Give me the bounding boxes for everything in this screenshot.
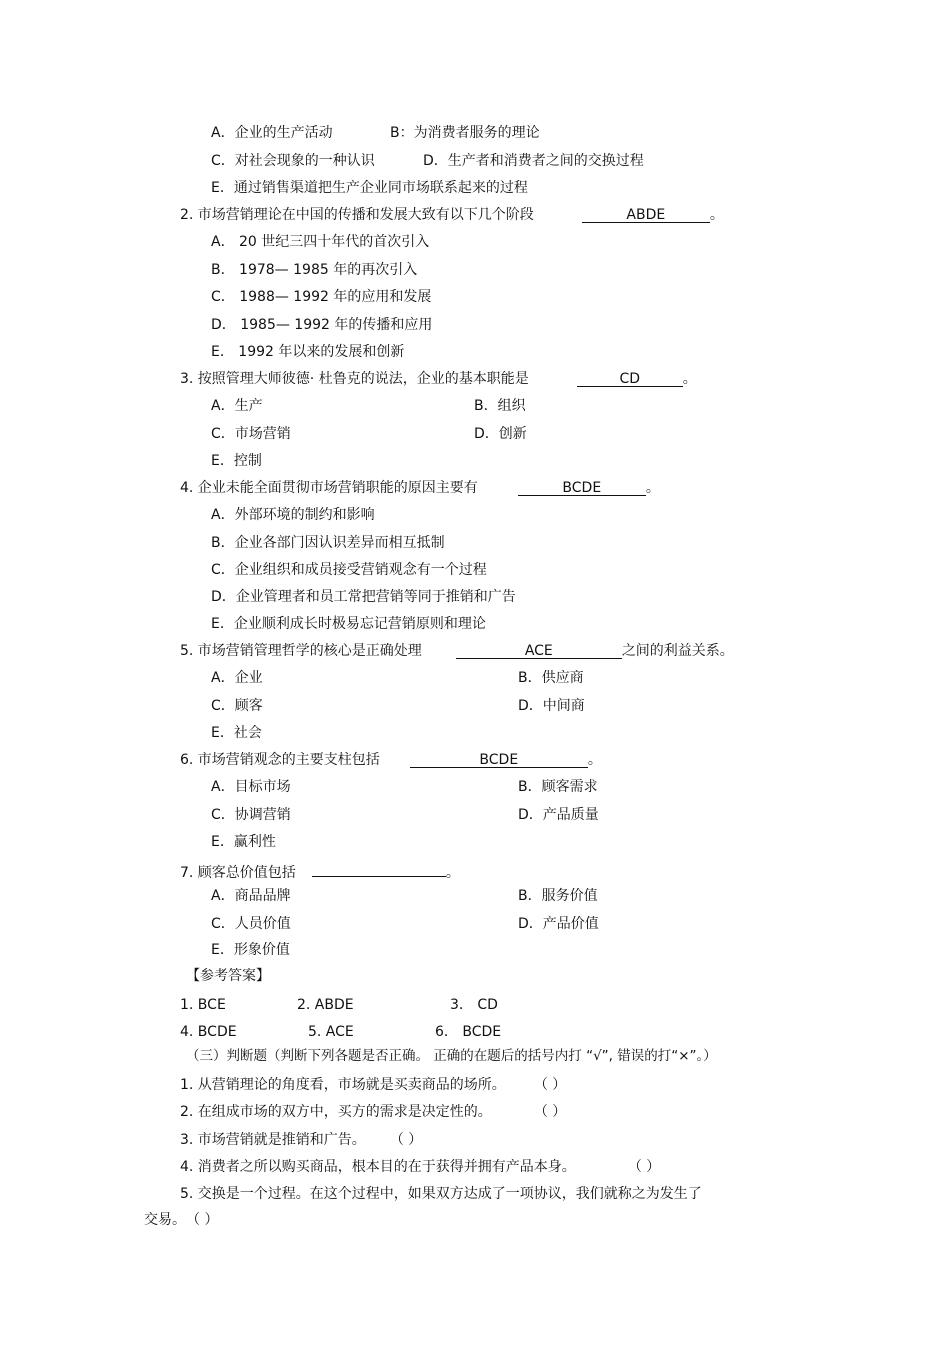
q4-answer-blank: BCDE — [518, 478, 646, 496]
q4-tail: 。 — [645, 480, 660, 496]
q2-tail: 。 — [709, 207, 724, 223]
q4-option-c: C．企业组织和成员接受营销观念有一个过程 — [211, 562, 487, 578]
q7-option-b: B．服务价值 — [518, 888, 598, 904]
judge-item-4-paren[interactable]: （ ） — [627, 1159, 661, 1175]
q7-option-a: A．商品品牌 — [211, 888, 291, 904]
q5-stem — [180, 641, 734, 661]
q1-option-b: B：为消费者服务的理论 — [390, 125, 540, 141]
q4-option-e: E．企业顺利成长时极易忘记营销原则和理论 — [211, 616, 486, 632]
q2-stem-text: 2. 市场营销理论在中国的传播和发展大致有以下几个阶段 — [180, 207, 534, 223]
judge-item-2-text: 2. 在组成市场的双方中，买方的需求是决定性的。 — [180, 1104, 492, 1120]
judge-item-4-text: 4. 消费者之所以购买商品，根本目的在于获得并拥有产品本身。 — [180, 1159, 576, 1175]
q2-stem — [180, 205, 724, 225]
q4-stem — [180, 478, 660, 498]
q5-stem-text: 5. 市场营销管理哲学的核心是正确处理 — [180, 643, 422, 659]
q1-option-a: A．企业的生产活动 — [211, 125, 333, 141]
q2-option-d: D． 1985— 1992 年的传播和应用 — [211, 317, 433, 333]
q1-option-c: C．对社会现象的一种认识 — [211, 153, 375, 169]
judge-item-1 — [180, 1075, 566, 1095]
q6-option-e: E．赢利性 — [211, 834, 276, 850]
q5-tail: 之间的利益关系。 — [621, 643, 734, 659]
q3-option-a: A．生产 — [211, 398, 263, 414]
judge-item-2 — [180, 1102, 566, 1122]
judge-item-1-paren[interactable]: （ ） — [533, 1077, 567, 1093]
q2-option-e: E． 1992 年以来的发展和创新 — [211, 344, 405, 360]
q7-stem-text: 7. 顾客总价值包括 — [180, 865, 296, 881]
q3-option-c: C．市场营销 — [211, 426, 291, 442]
q6-option-c: C．协调营销 — [211, 807, 291, 823]
q6-tail: 。 — [587, 752, 602, 768]
judge-item-5-text: 交易。 — [144, 1212, 186, 1228]
reference-answer-3: 3． CD — [450, 997, 498, 1013]
q2-option-a: A． 20 世纪三四十年代的首次引入 — [211, 234, 430, 250]
q1-option-e: E．通过销售渠道把生产企业同市场联系起来的过程 — [211, 180, 528, 196]
q3-option-d: D．创新 — [474, 426, 527, 442]
q5-answer-blank: ACE — [456, 641, 622, 659]
q7-option-d: D．产品价值 — [518, 916, 599, 932]
q6-option-a: A．目标市场 — [211, 779, 291, 795]
q3-stem-text: 3. 按照管理大师彼德· 杜鲁克的说法，企业的基本职能是 — [180, 371, 529, 387]
q5-option-b: B．供应商 — [518, 670, 584, 686]
judge-item-2-paren[interactable]: （ ） — [533, 1104, 567, 1120]
q4-option-b: B．企业各部门因认识差异而相互抵制 — [211, 535, 445, 551]
q7-stem — [180, 859, 460, 879]
q6-stem-text: 6. 市场营销观念的主要支柱包括 — [180, 752, 380, 768]
q7-option-e: E．形象价值 — [211, 942, 290, 958]
q5-option-c: C．顾客 — [211, 698, 263, 714]
judge-item-5-line-2 — [144, 1210, 218, 1230]
q3-option-b: B．组织 — [474, 398, 526, 414]
q6-option-b: B．顾客需求 — [518, 779, 598, 795]
q5-option-a: A．企业 — [211, 670, 263, 686]
reference-answer-2: 2. ABDE — [297, 997, 354, 1013]
q7-answer-blank — [312, 859, 446, 877]
q6-answer-blank: BCDE — [410, 750, 588, 768]
q1-option-d: D．生产者和消费者之间的交换过程 — [423, 153, 644, 169]
reference-answer-6: 6． BCDE — [435, 1024, 502, 1040]
judge-item-5-line-1: 5. 交换是一个过程。在这个过程中，如果双方达成了一项协议，我们就称之为发生了 — [180, 1186, 702, 1202]
q2-option-b: B． 1978— 1985 年的再次引入 — [211, 262, 418, 278]
judge-item-3 — [180, 1130, 422, 1150]
q6-option-d: D．产品质量 — [518, 807, 599, 823]
q6-stem — [180, 750, 602, 770]
q7-tail: 。 — [445, 865, 460, 881]
reference-answer-5: 5. ACE — [308, 1024, 354, 1040]
q2-option-c: C． 1988— 1992 年的应用和发展 — [211, 289, 432, 305]
q3-stem — [180, 369, 697, 389]
q3-answer-blank: CD — [577, 369, 683, 387]
q4-option-a: A．外部环境的制约和影响 — [211, 507, 375, 523]
reference-answer-1: 1. BCE — [180, 997, 226, 1013]
q3-tail: 。 — [682, 371, 697, 387]
judge-item-3-text: 3. 市场营销就是推销和广告。 — [180, 1132, 366, 1148]
q5-option-e: E．社会 — [211, 725, 262, 741]
reference-answers-title: 【参考答案】 — [186, 968, 270, 984]
q7-option-c: C．人员价值 — [211, 916, 291, 932]
reference-answer-4: 4. BCDE — [180, 1024, 237, 1040]
judge-item-3-paren[interactable]: （ ） — [389, 1132, 423, 1148]
judge-section-title: （三）判断题（判断下列各题是否正确。 正确的在题后的括号内打 “√”, 错误的打“×”。） — [186, 1048, 717, 1064]
judge-item-1-text: 1. 从营销理论的角度看，市场就是买卖商品的场所。 — [180, 1077, 506, 1093]
q4-stem-text: 4. 企业未能全面贯彻市场营销职能的原因主要有 — [180, 480, 478, 496]
judge-item-5-paren[interactable]: （ ） — [186, 1212, 219, 1228]
q4-option-d: D．企业管理者和员工常把营销等同于推销和广告 — [211, 589, 516, 605]
q3-option-e: E．控制 — [211, 453, 262, 469]
q2-answer-blank: ABDE — [582, 205, 710, 223]
judge-item-4 — [180, 1157, 660, 1177]
q5-option-d: D．中间商 — [518, 698, 585, 714]
